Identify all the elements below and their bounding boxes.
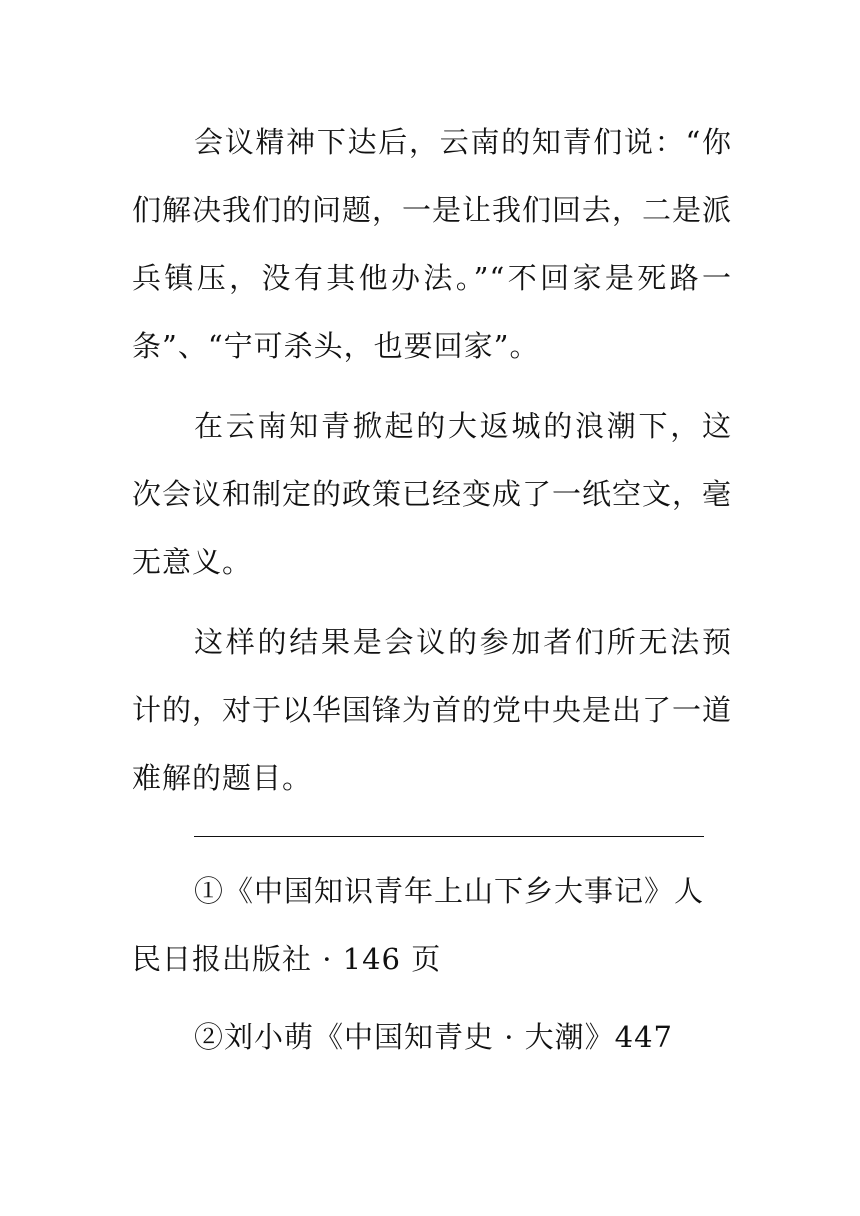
document-page <box>132 108 732 1081</box>
footnote-2: ②刘小萌《中国知青史 · 大潮》447 <box>194 1020 674 1054</box>
body-paragraph-2: 在云南知青掀起的大返城的浪潮下，这次会议和制定的政策已经变成了一纸空文，毫无意义。 <box>132 409 733 579</box>
footnote-divider <box>194 836 704 837</box>
footnote-1: ①《中国知识青年上山下乡大事记》人民日报出版社 · 146 页 <box>132 874 705 976</box>
body-paragraph-3: 这样的结果是会议的参加者们所无法预计的，对于以华国锋为首的党中央是出了一道难解的题目。 <box>132 625 733 795</box>
body-paragraph-1: 会议精神下达后，云南的知青们说：“你们解决我们的问题，一是让我们回去，二是派兵镇压，没有其他办法。”“不回家是死路一条”、“宁可杀头，也要回家”。 <box>132 125 733 363</box>
